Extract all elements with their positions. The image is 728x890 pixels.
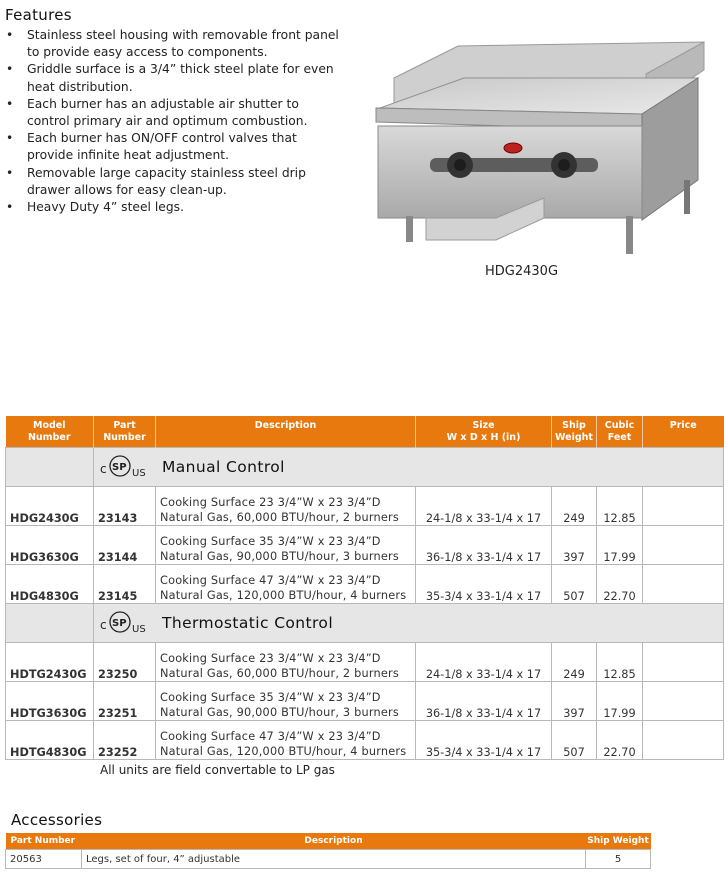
svg-text:SP: SP (112, 617, 127, 629)
spec-table (5, 416, 724, 760)
header-size: Size W x D x H (in) (416, 416, 552, 447)
svg-text:US: US (132, 467, 146, 479)
header-description: Description (156, 416, 416, 447)
group-title: Manual Control (162, 457, 285, 476)
table-row: HDG2430G 23143 Cooking Surface 23 3/4”W x 23 3/4”D Natural Gas, 60,000 BTU/hour, 2 burners 24-1/8 x 33-1/4 x 17 249 12.85 (6, 486, 724, 525)
group-row-manual (6, 447, 724, 486)
group-row-thermostatic (6, 603, 724, 642)
table-row: HDTG2430G 23250 Cooking Surface 23 3/4”W x 23 3/4”D Natural Gas, 60,000 BTU/hour, 2 burners 24-1/8 x 33-1/4 x 17 249 12.85 (6, 642, 724, 681)
svg-text:US: US (132, 623, 146, 635)
table-row: HDG3630G 23144 Cooking Surface 35 3/4”W x 23 3/4”D Natural Gas, 90,000 BTU/hour, 3 burners 36-1/8 x 33-1/4 x 17 397 17.99 (6, 525, 724, 564)
product-image (368, 30, 718, 265)
group-title: Thermostatic Control (162, 613, 334, 632)
header-price: Price (643, 416, 724, 447)
svg-text:c: c (100, 461, 107, 476)
table-row: HDG4830G 23145 Cooking Surface 47 3/4”W x 23 3/4”D Natural Gas, 120,000 BTU/hour, 4 burners 35-3/4 x 33-1/4 x 17 507 22.70 (6, 564, 724, 603)
header-model: Model Number (6, 416, 94, 447)
brand-logo-icon (504, 143, 522, 153)
svg-text:c: c (100, 617, 107, 632)
accessories-table (5, 833, 651, 869)
product-caption: HDG2430G (485, 264, 559, 279)
feature-item: • Heavy Duty 4” steel legs. (0, 199, 340, 216)
table-row: 20563 Legs, set of four, 4” adjustable 5 (6, 850, 651, 869)
header-part: Part Number (94, 416, 156, 447)
csa-us-mark-icon (100, 610, 152, 636)
table-row: HDTG3630G 23251 Cooking Surface 35 3/4”W x 23 3/4”D Natural Gas, 90,000 BTU/hour, 3 burners 36-1/8 x 33-1/4 x 17 397 17.99 (6, 681, 724, 720)
table-row: HDTG4830G 23252 Cooking Surface 47 3/4”W x 23 3/4”D Natural Gas, 120,000 BTU/hour, 4 burners 35-3/4 x 33-1/4 x 17 507 22.70 (6, 720, 724, 759)
accessories-header-row (6, 833, 651, 850)
acc-header-ship: Ship Weight (586, 833, 651, 850)
features-title: Features (5, 6, 72, 24)
spec-header-row (6, 416, 724, 447)
feature-item: • Each burner has an adjustable air shutter to control primary air and optimum combustion. (0, 96, 340, 130)
feature-item: • Griddle surface is a 3/4” thick steel plate for even heat distribution. (0, 61, 340, 95)
accessories-title: Accessories (11, 811, 103, 829)
lp-gas-note: All units are field convertable to LP gas (100, 763, 335, 777)
header-cubic: Cubic Feet (597, 416, 643, 447)
svg-text:SP: SP (112, 461, 127, 473)
feature-item: • Each burner has ON/OFF control valves that provide infinite heat adjustment. (0, 130, 340, 164)
feature-item: • Stainless steel housing with removable front panel to provide easy access to components. (0, 27, 340, 61)
feature-item: • Removable large capacity stainless steel drip drawer allows for easy clean-up. (0, 165, 340, 199)
csa-us-mark-icon (100, 454, 152, 480)
features-list (0, 27, 340, 216)
griddle-illustration (368, 30, 718, 265)
header-ship: Ship Weight (552, 416, 597, 447)
acc-header-part: Part Number (6, 833, 82, 850)
acc-header-description: Description (82, 833, 586, 850)
